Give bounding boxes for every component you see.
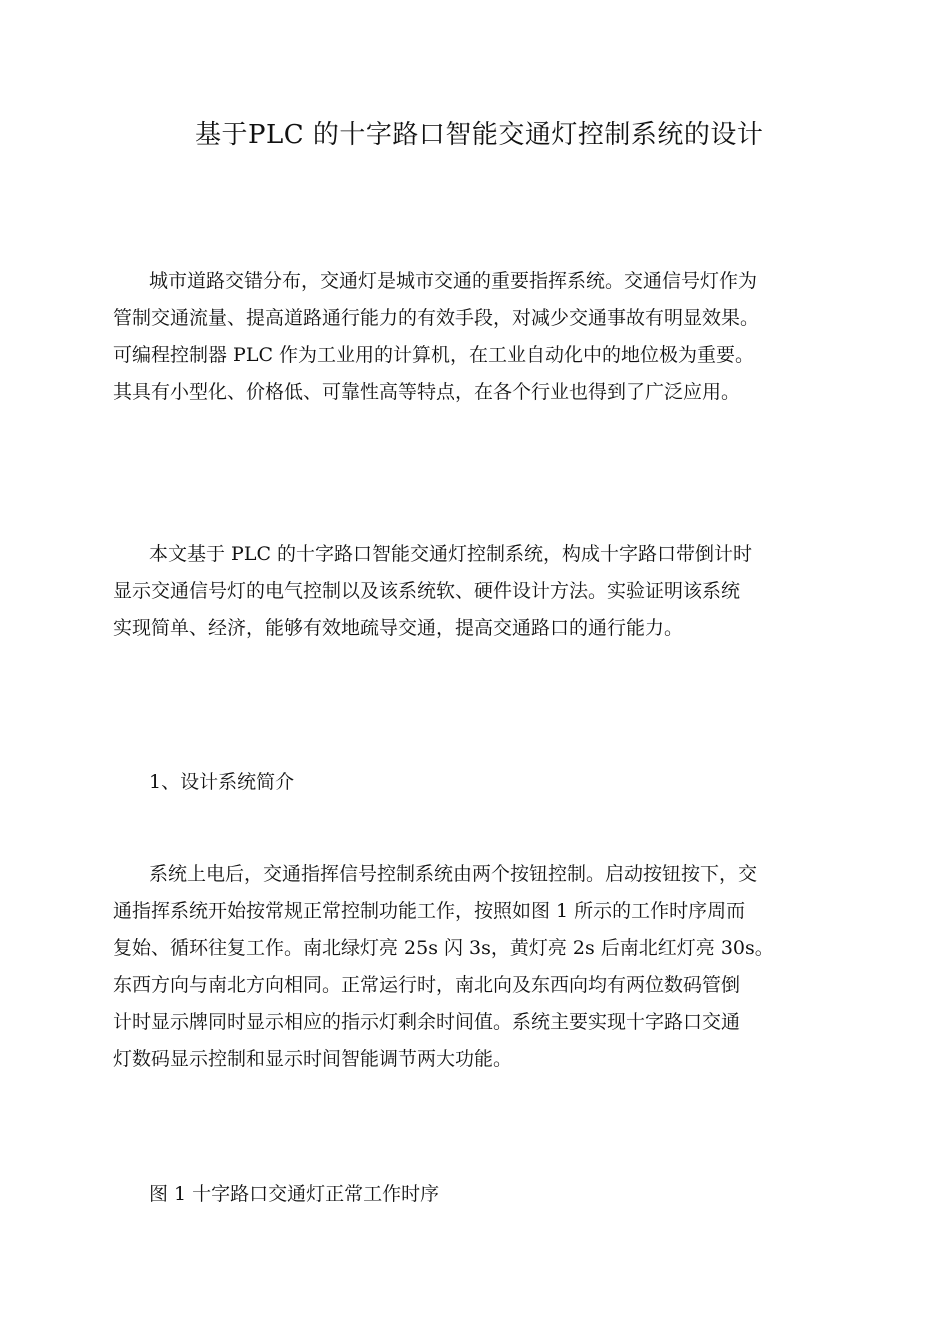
paragraph-line: 灯数码显示控制和显示时间智能调节两大功能。 bbox=[113, 1048, 513, 1070]
paragraph-intro bbox=[113, 263, 840, 411]
paragraph-line: 本文基于 PLC 的十字路口智能交通灯控制系统，构成十字路口带倒计时 bbox=[149, 543, 753, 565]
paragraph-line: 显示交通信号灯的电气控制以及该系统软、硬件设计方法。实验证明该系统 bbox=[113, 580, 741, 602]
paragraph-system-intro bbox=[113, 856, 840, 1078]
figure-caption bbox=[113, 1176, 840, 1213]
paragraph-line: 复始、循环往复工作。南北绿灯亮 25s 闪 3s，黄灯亮 2s 后南北红灯亮 30s。 bbox=[113, 937, 774, 959]
paragraph-line: 东西方向与南北方向相同。正常运行时，南北向及东西向均有两位数码管倒 bbox=[113, 974, 741, 996]
paragraph-abstract bbox=[113, 536, 840, 647]
paragraph-line: 城市道路交错分布，交通灯是城市交通的重要指挥系统。交通信号灯作为 bbox=[149, 270, 758, 292]
paragraph-line: 实现简单、经济，能够有效地疏导交通，提高交通路口的通行能力。 bbox=[113, 617, 684, 639]
section-heading bbox=[113, 764, 840, 801]
paragraph-line: 系统上电后，交通指挥信号控制系统由两个按钮控制。启动按钮按下，交 bbox=[149, 863, 758, 885]
section-heading-text: 1、设计系统简介 bbox=[149, 771, 295, 793]
paragraph-line: 计时显示牌同时显示相应的指示灯剩余时间值。系统主要实现十字路口交通 bbox=[113, 1011, 741, 1033]
figure-caption-text: 图 1 十字路口交通灯正常工作时序 bbox=[149, 1183, 440, 1205]
paragraph-line: 其具有小型化、价格低、可靠性高等特点，在各个行业也得到了广泛应用。 bbox=[113, 381, 741, 403]
document-title: 基于PLC 的十字路口智能交通灯控制系统的设计 bbox=[195, 120, 764, 150]
paragraph-line: 管制交通流量、提高道路通行能力的有效手段，对减少交通事故有明显效果。 bbox=[113, 307, 760, 329]
paragraph-line: 可编程控制器 PLC 作为工业用的计算机，在工业自动化中的地位极为重要。 bbox=[113, 344, 755, 366]
paragraph-line: 通指挥系统开始按常规正常控制功能工作，按照如图 1 所示的工作时序周而 bbox=[113, 900, 746, 922]
